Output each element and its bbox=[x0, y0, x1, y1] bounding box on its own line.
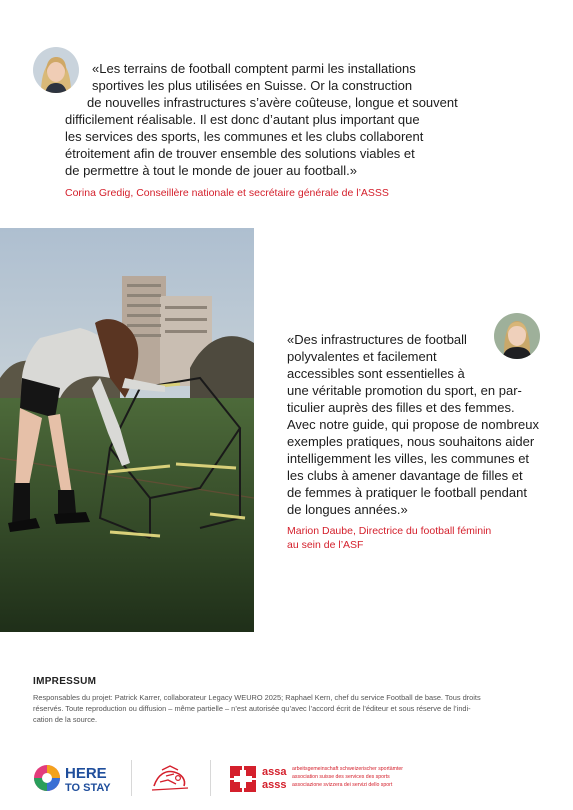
assa-description: arbeitsgemeinschaft schweizerischer sportämter bbox=[292, 766, 403, 772]
here-to-stay-line2: TO STAY bbox=[65, 782, 111, 794]
quote2-line: «Des infrastructures de football bbox=[287, 332, 467, 347]
impressum-text: Responsables du projet: Patrick Karrer, collaborateur Legacy WEURO 2025; Raphael Kern, chef du service Football de base. Tous droits bbox=[33, 693, 481, 702]
assa-description: associazione svizzera dei servizi dello sport bbox=[292, 782, 393, 788]
quote2-line: ticulier auprès des filles et des femmes. bbox=[287, 400, 515, 415]
quote2-line: intelligemment les villes, les communes et bbox=[287, 451, 530, 466]
quote2-line: exemples pratiques, nous souhaitons aider bbox=[287, 434, 535, 449]
quote2-line: polyvalentes et facilement bbox=[287, 349, 437, 364]
impressum-text: cation de la source. bbox=[33, 715, 98, 724]
impressum-text: réservés. Toute reproduction ou diffusion – même partielle – n’est autorisée qu’avec l’accord écrit de l’éditeur et sous réserve de l’indi- bbox=[33, 704, 471, 713]
swiss-football-association-icon bbox=[148, 764, 192, 792]
avatar-marion-daube bbox=[494, 313, 540, 359]
quote2-line: les clubs à amener davantage de filles et bbox=[287, 468, 523, 483]
assa-word: assa bbox=[262, 766, 287, 778]
asss-word: asss bbox=[262, 779, 287, 791]
quote2-author: au sein de l’ASF bbox=[287, 539, 364, 551]
quote2-line: Avec notre guide, qui propose de nombreux bbox=[287, 417, 539, 432]
quote1-line: difficilement réalisable. Il est donc d’autant plus important que bbox=[65, 112, 420, 127]
quote1-line: «Les terrains de football comptent parmi les installations bbox=[92, 61, 416, 76]
photo-girl-with-training-hurdles bbox=[0, 228, 254, 632]
portrait-corina-gredig bbox=[33, 47, 79, 93]
here-to-stay-mark-icon bbox=[33, 764, 61, 792]
avatar-corina-gredig bbox=[33, 47, 79, 93]
quote1-line: sportives les plus utilisées en Suisse. Or la construction bbox=[92, 78, 413, 93]
here-to-stay-line1: HERE bbox=[65, 765, 107, 782]
assa-swiss-cross-icon bbox=[230, 766, 256, 792]
quote2-line: accessibles sont essentielles à bbox=[287, 366, 465, 381]
quote1-line: étroitement afin de trouver ensemble des solutions viables et bbox=[65, 146, 415, 161]
quote2-line: de femmes à pratiquer le football pendant bbox=[287, 485, 527, 500]
quote1-line: de nouvelles infrastructures s’avère coûteuse, longue et souvent bbox=[87, 95, 458, 110]
quote1-author: Corina Gredig, Conseillère nationale et secrétaire générale de l’ASSS bbox=[65, 187, 389, 199]
footer-divider bbox=[131, 760, 132, 796]
quote1-line: de permettre à tout le monde de jouer au football.» bbox=[65, 163, 357, 178]
quote2-author: Marion Daube, Directrice du football féminin bbox=[287, 525, 492, 537]
portrait-marion-daube bbox=[494, 313, 540, 359]
impressum-heading: IMPRESSUM bbox=[33, 676, 97, 687]
quote2-line: une véritable promotion du sport, en par- bbox=[287, 383, 522, 398]
assa-description: association suisse des services des sports bbox=[292, 774, 390, 780]
quote1-line: les services des sports, les communes et les clubs collaborent bbox=[65, 129, 424, 144]
footer-divider bbox=[210, 760, 211, 796]
quote2-line: de longues années.» bbox=[287, 502, 408, 517]
